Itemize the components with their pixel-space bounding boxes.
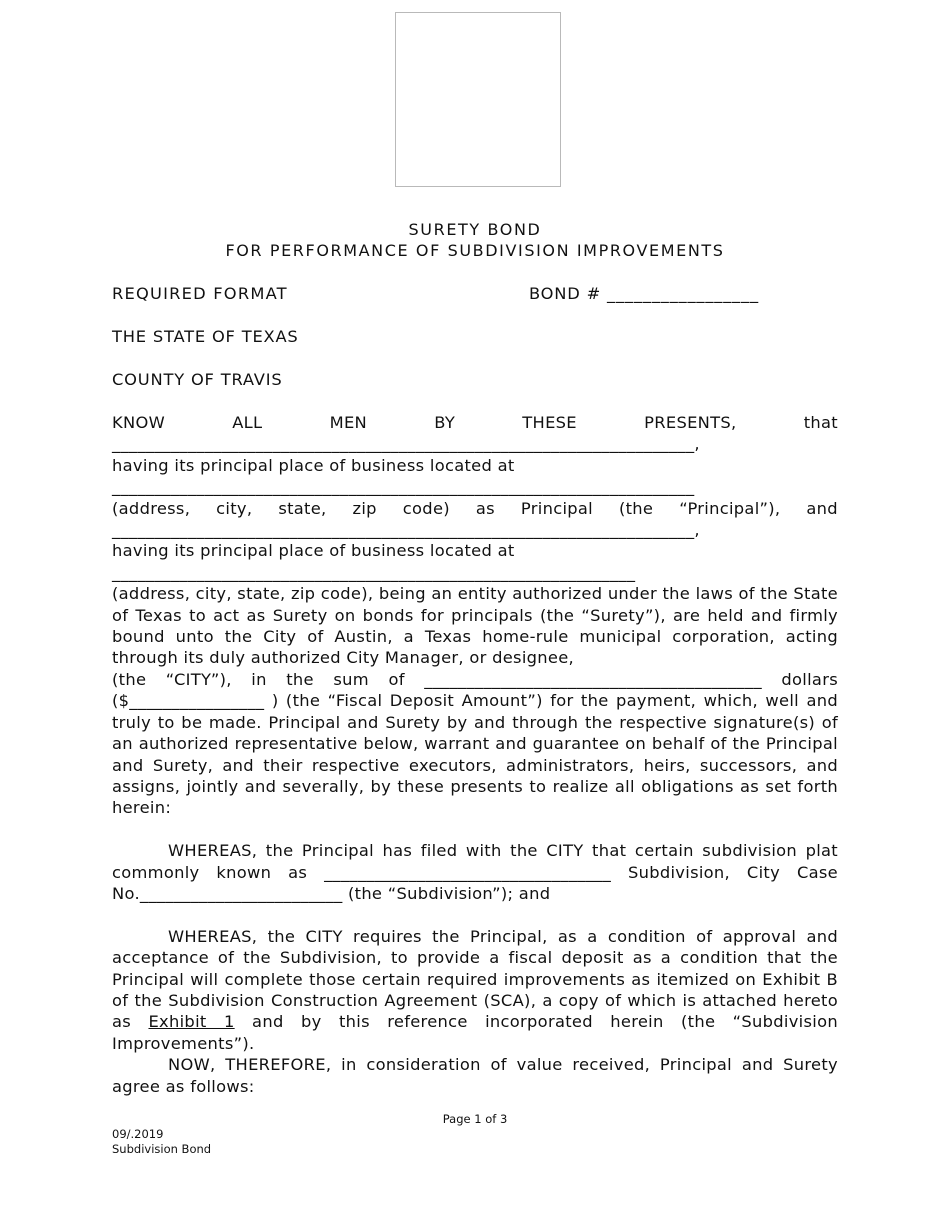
know-all-paragraph	[112, 412, 838, 1097]
word: state,	[278, 498, 327, 518]
word: city,	[216, 498, 253, 518]
page-number: Page 1 of 3	[442, 1112, 508, 1126]
whereas-requirement-paragraph	[112, 926, 838, 1054]
word: that	[803, 413, 838, 432]
principal-address-blank: _____________________________________________________________________	[112, 477, 695, 497]
state-heading: THE STATE OF TEXAS	[112, 327, 299, 346]
logo-placeholder	[395, 12, 561, 187]
word: BY	[434, 413, 456, 432]
word: and	[806, 498, 838, 518]
footer-info	[112, 1127, 211, 1157]
sum-obligation-text: (the “CITY”), in the sum of ________________________________________ dollars ($________________ ) (the “Fiscal Deposit Amount”) for the payment, which, well and truly to be made. Principal and Surety by and through the respective signature(s) of an authorized representative below, warrant and guarantee on behalf of the Principal and Surety, and their respective executors, administrators, heirs, successors, and assigns, jointly and severally, by these presents to realize all obligations as set forth herein:	[112, 669, 838, 818]
document-subtitle: FOR PERFORMANCE OF SUBDIVISION IMPROVEMENTS	[225, 241, 725, 260]
word: MEN	[329, 413, 368, 432]
whereas-plat-paragraph: WHEREAS, the Principal has filed with the CITY that certain subdivision plat commonly known as __________________________________ Subdivision, City Case No.________________________ (the “Subdivision”); and	[112, 841, 838, 903]
know-all-line	[112, 412, 838, 433]
footer-date: 09/.2019	[112, 1127, 164, 1141]
surety-authorization-text: (address, city, state, zip code), being an entity authorized under the laws of the State of Texas to act as Surety on bonds for principals (the “Surety”), are held and firmly bound unto the City of Austin, a Texas home-rule municipal corporation, acting through its duly authorized City Manager, or designee,	[112, 584, 838, 668]
word: (the	[618, 498, 654, 518]
word: code)	[402, 498, 450, 518]
whereas-text: WHEREAS, the CITY requires the Principal, as a condition of approval and acceptance of the Subdivision, to provide a fiscal deposit as a condition that the Principal will complete those certain required improvements as itemized on Exhibit B of the Subdivision Construction Agreement (SCA), a copy of which is attached hereto as	[112, 926, 838, 1032]
word: as	[475, 498, 495, 518]
word: “Principal”),	[679, 498, 781, 518]
word: (address,	[112, 498, 191, 518]
required-format-label: REQUIRED FORMAT	[112, 284, 288, 303]
word: PRESENTS,	[644, 413, 737, 432]
principal-name-blank: _____________________________________________________________________,	[112, 434, 700, 454]
word: KNOW	[112, 413, 165, 432]
surety-address-blank: ______________________________________________________________	[112, 562, 636, 582]
document-title: SURETY BOND	[408, 220, 542, 239]
county-heading: COUNTY OF TRAVIS	[112, 370, 283, 389]
address-principal-line	[112, 498, 838, 519]
whereas-text-after: and by this reference incorporated herein (the “Subdivision Improvements”).	[112, 1012, 838, 1053]
exhibit-1-link[interactable]: Exhibit 1	[148, 1012, 235, 1032]
word: zip	[352, 498, 377, 518]
surety-location-label: having its principal place of business located at	[112, 541, 515, 561]
word: THESE	[522, 413, 577, 432]
footer-doc-name: Subdivision Bond	[112, 1142, 212, 1156]
word: Principal	[520, 498, 593, 518]
principal-location-label: having its principal place of business located at	[112, 455, 515, 475]
now-therefore-paragraph: NOW, THEREFORE, in consideration of value received, Principal and Surety agree as follows:	[112, 1055, 838, 1096]
word: ALL	[232, 413, 263, 432]
bond-number-field: BOND # _________________	[529, 284, 759, 303]
surety-name-blank: _____________________________________________________________________,	[112, 520, 700, 540]
